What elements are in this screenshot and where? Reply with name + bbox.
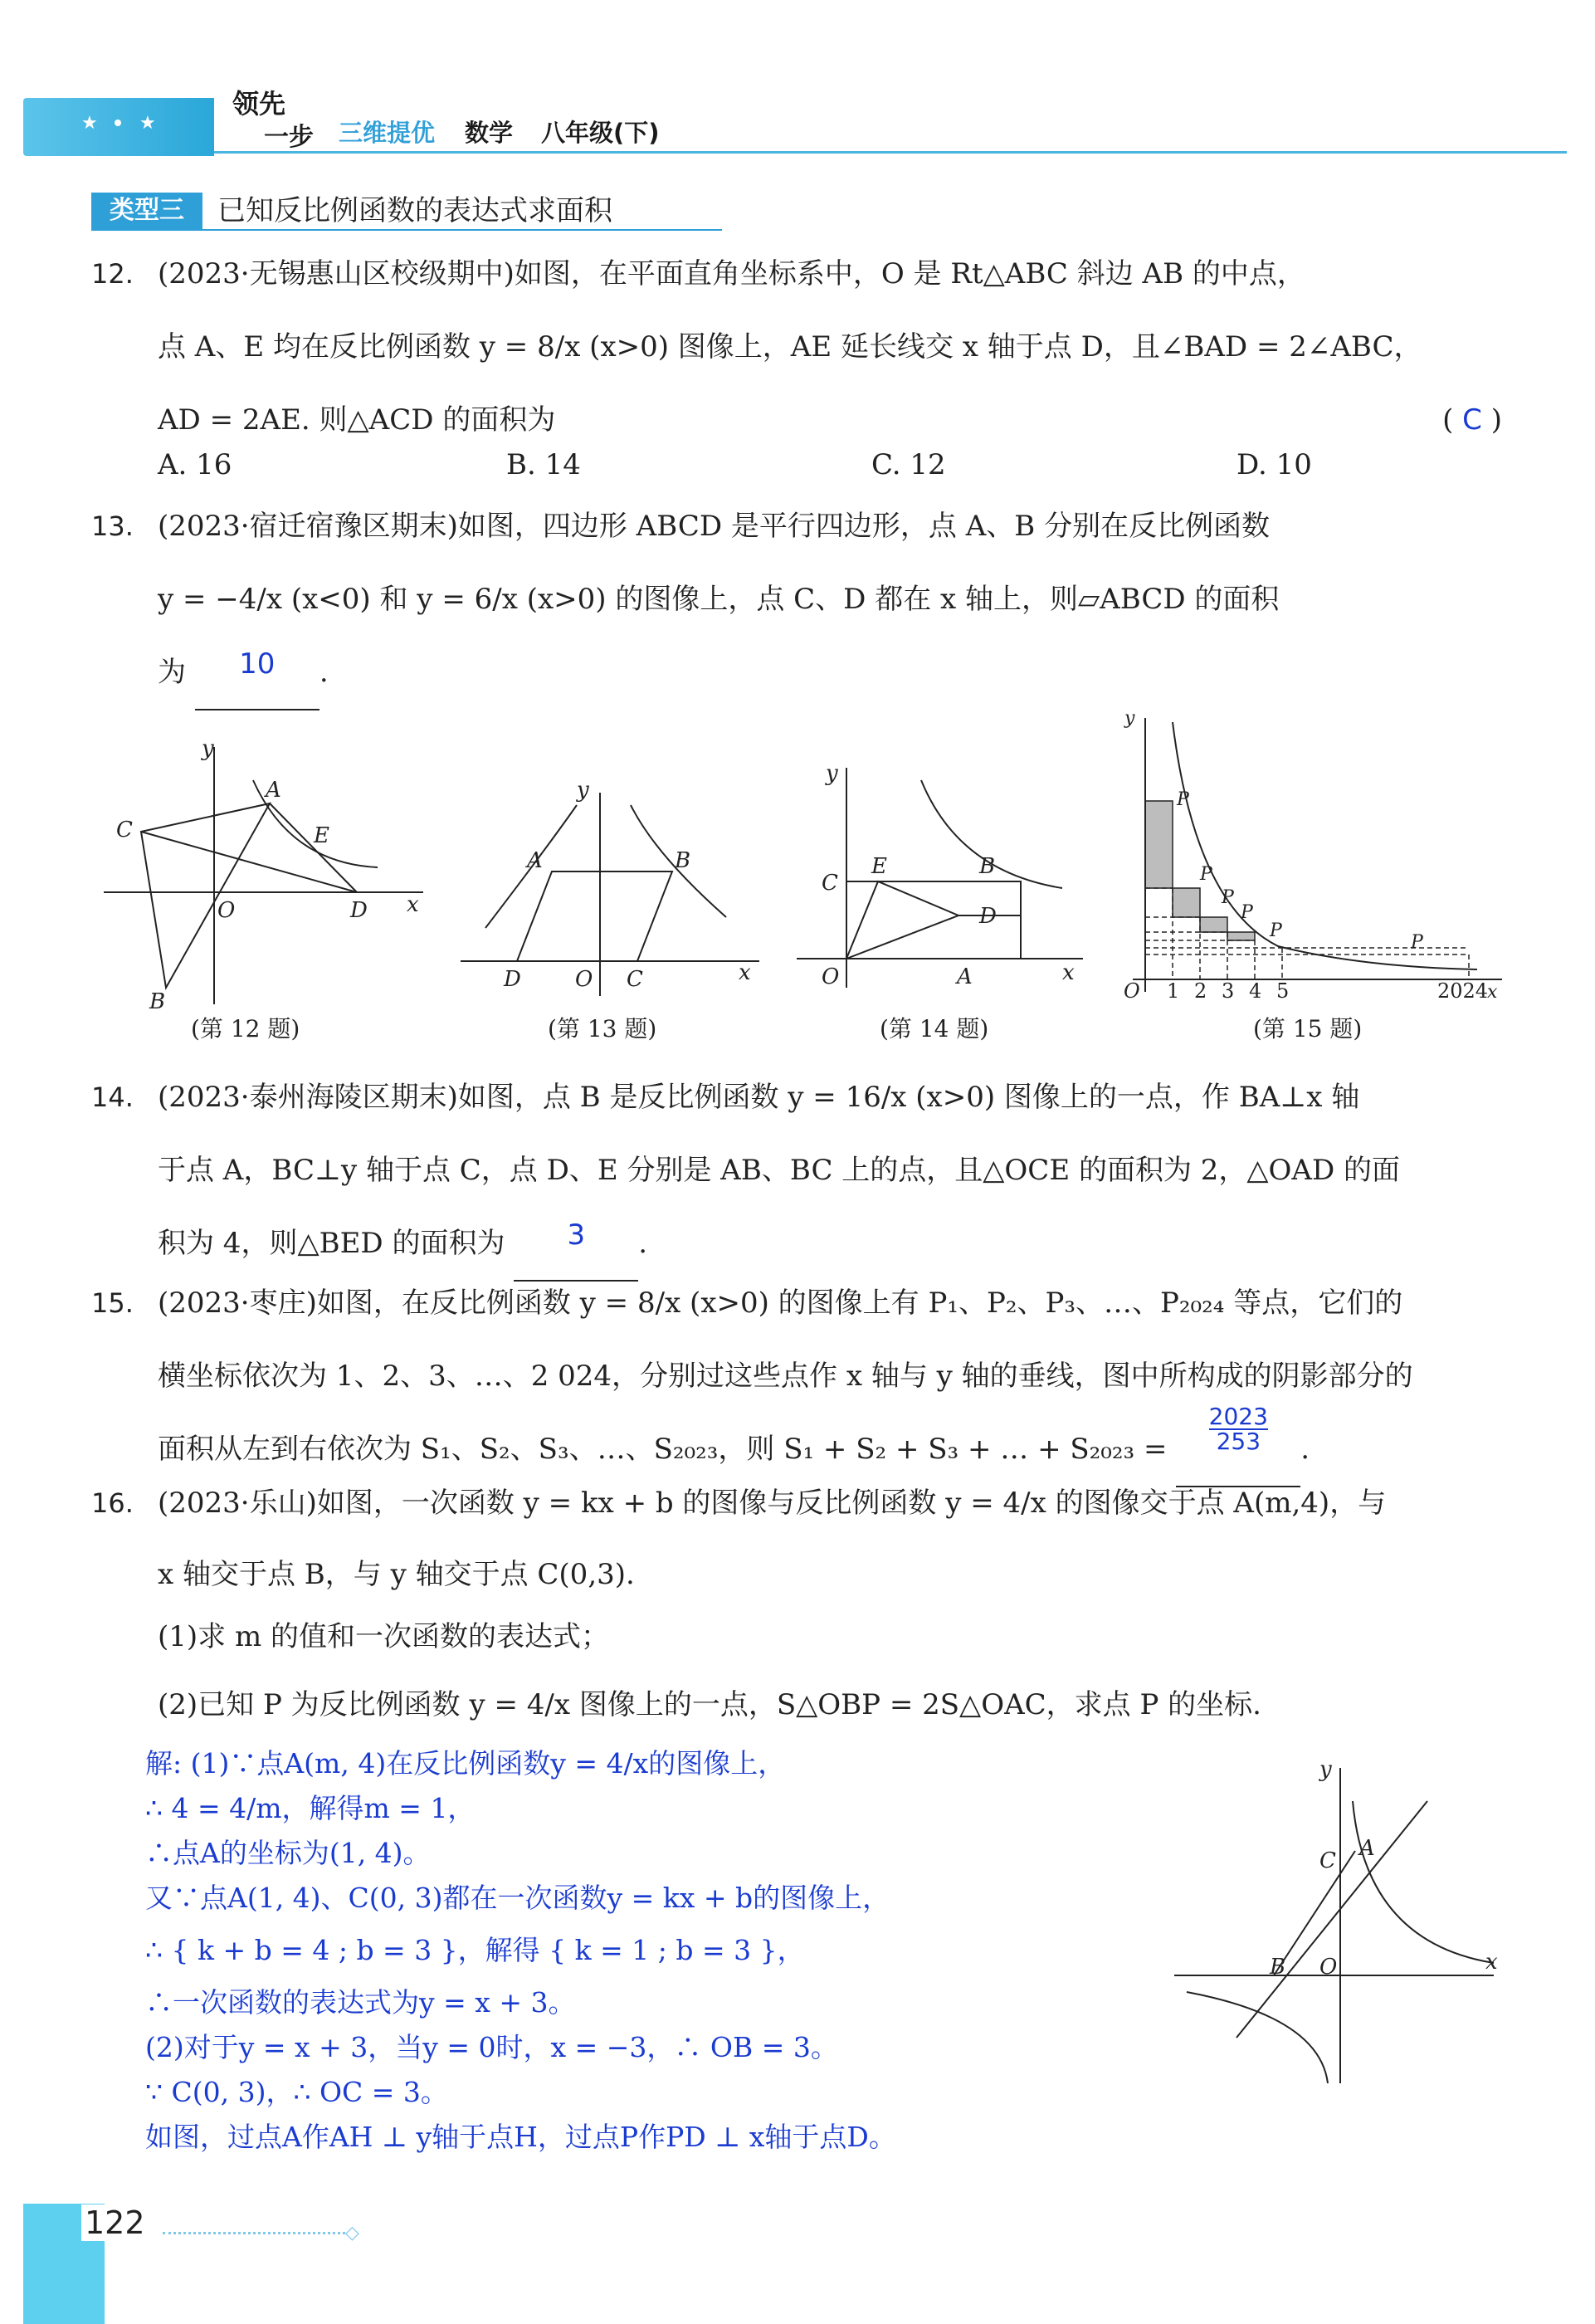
- q15-answer-numerator: 2023: [1208, 1403, 1268, 1430]
- diamond-icon: ◇: [345, 2223, 359, 2243]
- parallelogram: [517, 872, 672, 961]
- solution-line: 又∵点A(1, 4)、C(0, 3)都在一次函数y = kx + b的图像上，: [145, 1882, 890, 1914]
- label-y: y: [202, 736, 214, 761]
- q15-line2: 横坐标依次为 1、2、3、…、2 024，分别过这些点作 x 轴与 y 轴的垂线，图中所构成的阴影部分的: [158, 1360, 1413, 1393]
- caption-14: (第 14 题): [880, 1015, 989, 1042]
- label-d: D: [979, 904, 997, 929]
- question-number: 12.: [91, 258, 134, 290]
- q12-line2: 点 A、E 均在反比例函数 y = 8/x (x>0) 图像上，AE 延长线交 x 轴于点 D，且∠BAD = 2∠ABC，: [158, 330, 1422, 364]
- question-14: 14. (2023·泰州海陵区期末)如图，点 B 是反比例函数 y = 16/x (x>0) 图像上的一点，作 BA⊥x 轴 于点 A，BC⊥y 轴于点 C，点 D、E 分别是 AB、BC 上的点，且△OCE 的面积为 2，△OAD 的面 积为 4，则△BED 的面积为 3 .: [158, 1061, 1519, 1282]
- question-12: [91, 237, 1519, 456]
- q13-line1: (2023·宿迁宿豫区期末)如图，四边形 ABCD 是平行四边形，点 A、B 分别在反比例函数: [158, 510, 1271, 543]
- label-c: C: [116, 818, 133, 842]
- figure-15: [1112, 706, 1510, 1004]
- option-b: B. 14: [506, 448, 581, 481]
- header-band: [23, 98, 214, 156]
- question-16: [91, 1467, 1519, 1746]
- label-o: O: [822, 964, 840, 989]
- label-a: A: [266, 778, 281, 803]
- shaded-s1: [1145, 801, 1173, 888]
- answer-paren: ( C ): [1442, 403, 1502, 437]
- label-p2: P: [1200, 864, 1212, 885]
- option-a: A. 16: [158, 448, 232, 481]
- label-d: D: [350, 898, 368, 923]
- solution-line: ∴一次函数的表达式为y = x + 3。: [145, 1986, 576, 2019]
- q14-line3: 积为 4，则△BED 的面积为: [158, 1227, 505, 1260]
- q13-line2: y = −4/x (x<0) 和 y = 6/x (x>0) 的图像上，点 C、D 都在 x 轴上，则▱ABCD 的面积: [158, 583, 1280, 616]
- label-o: O: [217, 898, 236, 923]
- triangle-ode: [846, 881, 958, 959]
- q12-line1: (2023·无锡惠山区校级期中)如图，在平面直角坐标系中，O 是 Rt△ABC 斜边 AB 的中点，: [158, 257, 1305, 290]
- label-x: x: [407, 892, 419, 917]
- brand-step: 一步: [264, 123, 314, 152]
- solution-block: [145, 1741, 896, 2160]
- hyperbola-left: [1187, 1992, 1328, 2083]
- figure-12: [91, 730, 440, 1013]
- figure-13: [452, 780, 768, 1004]
- q13-line3: 为: [158, 656, 186, 689]
- q14-answer: 3: [567, 1218, 586, 1252]
- label-y: y: [1319, 1757, 1332, 1782]
- label-e: E: [871, 854, 887, 879]
- label-p1: P: [1177, 789, 1189, 810]
- label-y: y: [826, 761, 838, 786]
- tick-5: 5: [1276, 979, 1290, 1003]
- option-d: D. 10: [1236, 448, 1312, 481]
- tick-4: 4: [1249, 979, 1262, 1003]
- section-rule: [91, 229, 722, 231]
- caption-15: (第 15 题): [1253, 1015, 1363, 1042]
- caption-13: (第 13 题): [548, 1015, 657, 1042]
- label-x: x: [739, 960, 751, 985]
- label-c: C: [1319, 1848, 1336, 1873]
- q16-line2: x 轴交于点 B，与 y 轴交于点 C(0,3).: [158, 1558, 635, 1591]
- label-b: B: [149, 989, 166, 1013]
- section-title: 已知反比例函数的表达式求面积: [217, 194, 612, 227]
- subject: 数学: [465, 119, 514, 147]
- question-number: 15.: [91, 1287, 134, 1319]
- tick-2024: 2024: [1437, 979, 1489, 1003]
- label-a: A: [527, 848, 543, 873]
- tick-3: 3: [1222, 979, 1235, 1003]
- dot-icon: [115, 120, 121, 126]
- q15-answer-denominator: 253: [1216, 1428, 1261, 1455]
- star-icon: ★: [139, 113, 156, 134]
- option-c: C. 12: [871, 448, 946, 481]
- solution-line: ∴点A的坐标为(1, 4)。: [145, 1837, 431, 1869]
- label-b: B: [1270, 1955, 1286, 1980]
- q14-line1: (2023·泰州海陵区期末)如图，点 B 是反比例函数 y = 16/x (x>0) 图像上的一点，作 BA⊥x 轴: [158, 1081, 1360, 1114]
- q15-line1: (2023·枣庄)如图，在反比例函数 y = 8/x (x>0) 的图像上有 P₁、P₂、P₃、…、P₂₀₂₄ 等点，它们的: [158, 1286, 1403, 1320]
- label-x: x: [1485, 1950, 1498, 1975]
- page-number: 122: [81, 2204, 149, 2241]
- q12-answer: C: [1462, 403, 1482, 437]
- figure-16: [1162, 1751, 1510, 2083]
- tick-1: 1: [1167, 979, 1180, 1003]
- shaded-s4: [1227, 932, 1255, 940]
- solution-line: ∴ 4 = 4/m，解得m = 1，: [145, 1792, 476, 1824]
- label-p5: P: [1270, 920, 1282, 941]
- segment-ba: [1274, 1851, 1355, 1975]
- answer-blank: [195, 636, 319, 710]
- label-p2024: P: [1411, 932, 1423, 953]
- question-number: 16.: [91, 1487, 134, 1519]
- question-13: 13. (2023·宿迁宿豫区期末)如图，四边形 ABCD 是平行四边形，点 A、B 分别在反比例函数 y = −4/x (x<0) 和 y = 6/x (x>0) 的图像上，点 C、D 都在 x 轴上，则▱ABCD 的面积 为 10 .: [158, 490, 1519, 710]
- q13-answer: 10: [239, 647, 276, 681]
- q16-line1: (2023·乐山)如图，一次函数 y = kx + b 的图像与反比例函数 y = 4/x 的图像交于点 A(m,4)，与: [158, 1487, 1387, 1520]
- figure-14: [793, 755, 1091, 1004]
- label-o: O: [575, 967, 593, 992]
- series-name: 三维提优: [339, 119, 436, 147]
- grade: 八年级(下): [541, 119, 660, 147]
- label-o: O: [1319, 1955, 1338, 1980]
- solution-line: 如图，过点A作AH ⊥ y轴于点H，过点P作PD ⊥ x轴于点D。: [145, 2121, 896, 2153]
- label-y: y: [1124, 708, 1135, 729]
- caption-12: (第 12 题): [191, 1015, 300, 1042]
- question-number: 13.: [91, 510, 134, 542]
- header-rule: [214, 151, 1567, 154]
- solution-line: 解: (1)∵点A(m, 4)在反比例函数y = 4/x的图像上，: [145, 1747, 786, 1780]
- label-b: B: [979, 854, 996, 879]
- solution-line: (2)对于y = x + 3，当y = 0时，x = −3，∴ OB = 3。: [145, 2031, 838, 2063]
- label-a: A: [1359, 1836, 1375, 1861]
- line-y-x-plus-3: [1236, 1801, 1427, 2038]
- label-c: C: [627, 967, 643, 992]
- label-c: C: [822, 871, 838, 896]
- tick-2: 2: [1194, 979, 1207, 1003]
- question-15: 15. (2023·枣庄)如图，在反比例函数 y = 8/x (x>0) 的图像上有 P₁、P₂、P₃、…、P₂₀₂₄ 等点，它们的 横坐标依次为 1、2、3、…、2 024，分别过这些点作 x 轴与 y 轴的垂线，图中所构成的阴影部分的 面积从左到右依次为 S₁、S₂、S₃、…、S₂₀₂₃，则 S₁ + S₂ + S₃ + … + S₂₀₂₃ = $\frac{2023}{253}$ .: [158, 1267, 1519, 1487]
- brand-lead: 领先: [232, 88, 286, 120]
- label-d: D: [504, 967, 521, 992]
- label-o: O: [1124, 979, 1140, 1003]
- question-number: 14.: [91, 1081, 134, 1113]
- q16-line3: (1)求 m 的值和一次函数的表达式；: [158, 1620, 610, 1653]
- star-icon: ★: [81, 113, 98, 134]
- shaded-s2: [1173, 888, 1200, 917]
- q14-line2: 于点 A，BC⊥y 轴于点 C，点 D、E 分别是 AB、BC 上的点，且△OCE 的面积为 2，△OAD 的面: [158, 1154, 1401, 1187]
- solution-line: ∵ C(0, 3)，∴ OC = 3。: [145, 2076, 448, 2108]
- label-b: B: [675, 848, 691, 873]
- q12-line3: AD = 2AE. 则△ACD 的面积为: [158, 403, 556, 437]
- triangle-abc: [141, 803, 270, 988]
- hyperbola-right: [1353, 1801, 1494, 1963]
- label-a: A: [957, 964, 973, 989]
- q15-line3: 面积从左到右依次为 S₁、S₂、S₃、…、S₂₀₂₃，则 S₁ + S₂ + S₃ + … + S₂₀₂₃ =: [158, 1433, 1168, 1466]
- label-p4: P: [1241, 902, 1253, 923]
- solution-line: ∴ { k + b = 4 ; b = 3 }，解得 { k = 1 ; b = 3 }，: [145, 1934, 805, 1966]
- label-y: y: [577, 780, 589, 803]
- section-tag: 类型三: [91, 193, 202, 229]
- label-p3: P: [1222, 887, 1234, 908]
- label-x: x: [1062, 960, 1075, 985]
- q16-line4: (2)已知 P 为反比例函数 y = 4/x 图像上的一点，S△OBP = 2S△OAC，求点 P 的坐标.: [158, 1688, 1261, 1721]
- shaded-s3: [1200, 917, 1227, 932]
- label-x: x: [1487, 982, 1498, 1003]
- footer-rule: [163, 2232, 345, 2234]
- label-e: E: [314, 823, 329, 848]
